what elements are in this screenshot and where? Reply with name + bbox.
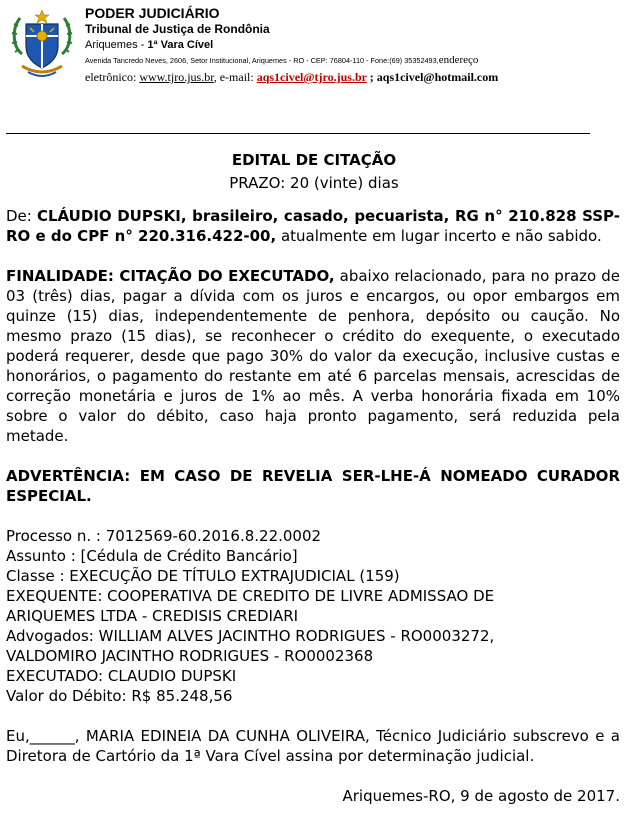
website-link[interactable]: www.tjro.jus.br <box>139 70 214 84</box>
contact-line <box>85 68 625 86</box>
process-class: Classe : EXECUÇÃO DE TÍTULO EXTRAJUDICIAL (159) <box>6 567 400 585</box>
process-subject: Assunto : [Cédula de Crédito Bancário] <box>6 547 298 565</box>
process-lawyers-line-1: Advogados: WILLIAM ALVES JACINTHO RODRIGUES - RO0003272, <box>6 627 495 645</box>
location-court: 1ª Vara Cível <box>147 39 214 51</box>
location-prefix: Ariquemes - <box>85 39 148 51</box>
address-text: Avenida Tancredo Neves, 2606, Setor Institucional, Ariquemes - RO - CEP: 76804-110 - Fone:(69) 35352493, <box>85 56 439 65</box>
addressee-paragraph <box>6 206 620 246</box>
process-number: Processo n. : 7012569-60.2016.8.22.0002 <box>6 527 322 545</box>
process-claimant-line-1: EXEQUENTE: COOPERATIVA DE CREDITO DE LIVRE ADMISSAO DE <box>6 587 495 605</box>
email-separator: ; <box>366 70 377 84</box>
process-lawyers-line-2: VALDOMIRO JACINTHO RODRIGUES - RO0002368 <box>6 647 374 665</box>
process-debt-value: Valor do Débito: R$ 85.248,56 <box>6 687 233 705</box>
court-address <box>85 53 625 68</box>
notice-title: EDITAL DE CITAÇÃO <box>231 151 397 169</box>
signature-paragraph: Eu,______, MARIA EDINEIA DA CUNHA OLIVEIRA, Técnico Judiciário subscrevo e a Diretora de Cartório da 1ª Vara Cível assina por determinação judicial. <box>6 727 620 765</box>
header-divider <box>6 133 590 134</box>
addressee-identity: CLÁUDIO DUPSKI, brasileiro, casado, pecuarista, RG n° 210.828 SSP- RO e do CPF n° 220.316.422-00, <box>6 207 620 245</box>
addressee-label: De: <box>6 207 37 225</box>
purpose-paragraph <box>6 266 620 446</box>
purpose-heading: FINALIDADE: CITAÇÃO DO EXECUTADO, <box>6 267 335 285</box>
process-claimant-line-2: ARIQUEMES LTDA - CREDISIS CREDIARI <box>6 607 299 625</box>
court-location <box>85 37 625 53</box>
address-suffix: endereço <box>438 54 479 66</box>
process-defendant: EXECUTADO: CLAUDIO DUPSKI <box>6 667 237 685</box>
warning-paragraph <box>6 466 620 506</box>
email-label: , e-mail: <box>213 70 257 84</box>
warning-text: ADVERTÊNCIA: EM CASO DE REVELIA SER-LHE-Á NOMEADO CURADOR ESPECIAL. <box>6 467 620 505</box>
email-hotmail: aqs1civel@hotmail.com <box>376 70 499 84</box>
letterhead <box>8 4 620 90</box>
email-link-tjro[interactable]: aqs1civel@tjro.jus.br <box>256 70 367 84</box>
court-name: Tribunal de Justiça de Rondônia <box>85 22 270 36</box>
place-and-date: Ariquemes-RO, 9 de agosto de 2017. <box>342 787 620 805</box>
process-details <box>6 526 620 706</box>
addressee-status: atualmente em lugar incerto e não sabido. <box>276 227 602 245</box>
email-prefix: eletrônico: <box>85 70 140 84</box>
purpose-text: abaixo relacionado, para no prazo de 03 (três) dias, pagar a dívida com os juros e encargos, ou opor embargos em quinze (15) dias, independentemente de penhora, depósito ou caução. No mesmo prazo (15 dias), se reconhecer o crédito do exequente, o executado poderá requerer, desde que pago 30% do valor da execução, inclusive custas e honorários, o pagamento do restante em até 6 parcelas mensais, acrescidas de correção monetária e juros de 1% ao mês. A verba honorária fixada em 10% sobre o valor do débito, caso haja pronto pagamento, será reduzida pela metade. <box>6 267 620 445</box>
coat-of-arms-icon <box>8 6 76 80</box>
notice-deadline: PRAZO: 20 (vinte) dias <box>229 174 399 192</box>
notice-body <box>6 206 620 806</box>
institution-name: PODER JUDICIÁRIO <box>85 5 220 21</box>
